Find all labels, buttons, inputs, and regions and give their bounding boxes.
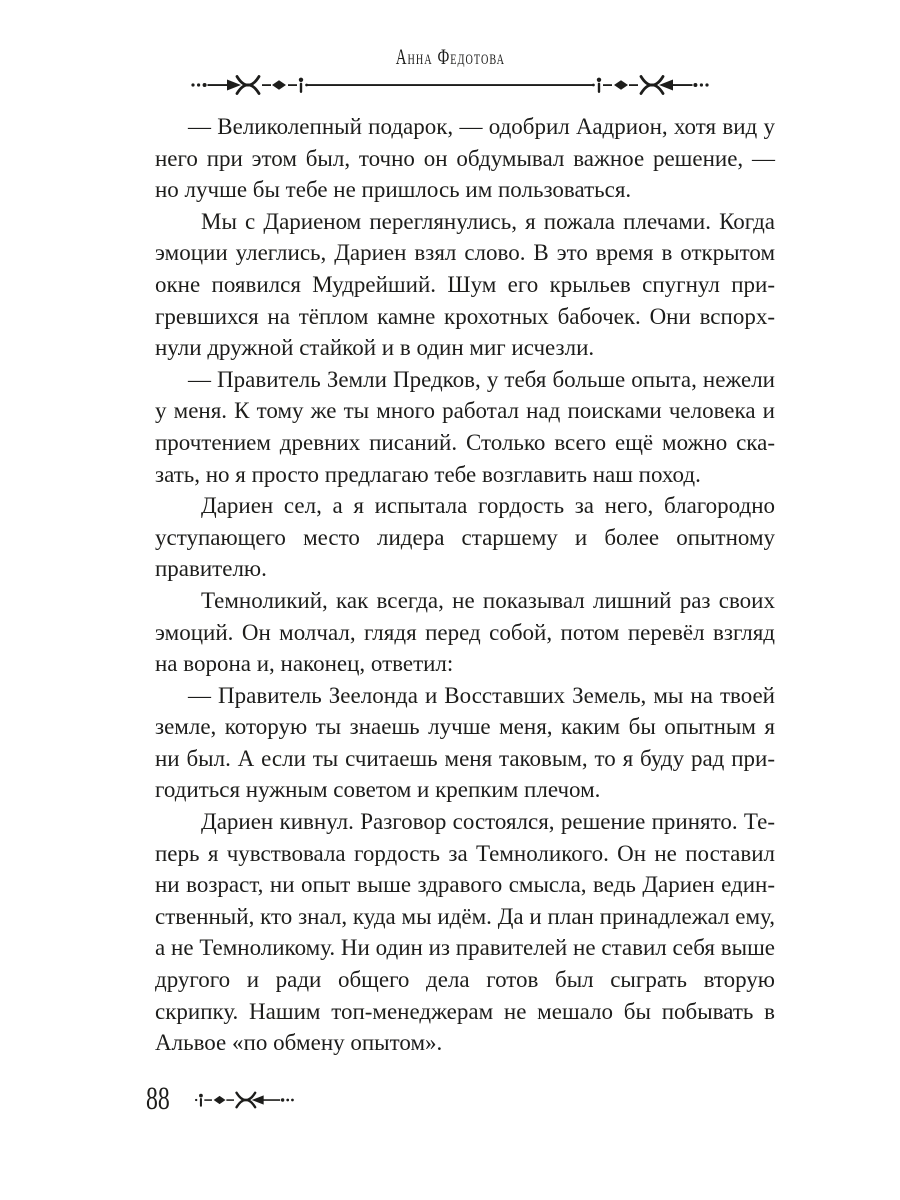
page-number: 88	[146, 1081, 170, 1117]
footer-ornament-icon	[195, 1091, 295, 1109]
running-header	[0, 44, 900, 96]
paragraph: Мы с Дариеном переглянулись, я пожала плечами. Когда эмоции улеглись, Дариен взял слово. В это время в открытом окне появился Мудрейший. Шум его крыльев спугнул пригревшихся на тёплом камне крохотных бабочек. Они вспорхнули дружной стайкой и в один миг исчезли.	[155, 208, 775, 361]
paragraph: — Правитель Зеелонда и Восставших Земель, мы на твоей земле, которую ты знаешь лучше меня, каким бы опытным я ни был. А если ты считаешь меня таковым, то я буду рад пригодиться нужным советом и крепким плечом.	[155, 682, 775, 803]
paragraph: Темноликий, как всегда, не показывал лишний раз своих эмоций. Он молчал, глядя перед собой, потом перевёл взгляд на ворона и, наконец, ответил:	[155, 587, 775, 677]
paragraph: Дариен сел, а я испытала гордость за него, благородно уступающего место лидера старшему и более опытному правителю.	[155, 493, 775, 582]
author-name: Анна Федотова	[395, 44, 505, 69]
paragraph: Дариен кивнул. Разговор состоялся, решение принято. Теперь я чувствовала гордость за Темноликого. Он не поставил ни возраст, ни опыт выше здравого смысла, ведь Дариен единственный, кто знал, куда мы идём. Да и план принадлежал ему, а не Темноликому. Ни один из правителей не ставил себя выше другого и ради общего дела готов был сыграть вторую скрипку. Нашим топ-менеджерам не мешало бы побывать в Альвое «по обмену опытом».	[155, 809, 775, 1056]
page-text	[155, 111, 775, 1059]
paragraph: — Великолепный подарок, — одобрил Аадрион, хотя вид у него при этом был, точно он обдумывал важное решение, — но лучше бы тебе не пришлось им пользоваться.	[155, 114, 775, 203]
paragraph: — Правитель Земли Предков, у тебя больше опыта, нежели у меня. К тому же ты много работал над поисками человека и прочтением древних писаний. Столько всего ещё можно сказать, но я просто предлагаю тебе возглавить наш поход.	[155, 366, 775, 487]
page-footer	[146, 1083, 295, 1116]
header-ornament-divider-icon	[190, 74, 710, 96]
